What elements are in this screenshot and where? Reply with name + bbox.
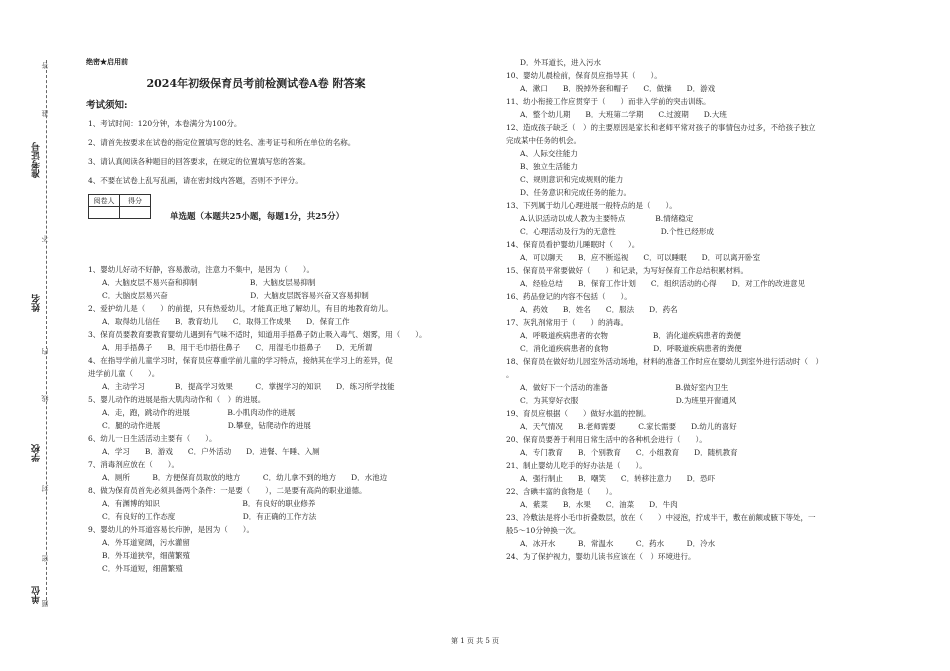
answer-options: A．大脑皮层不易兴奋和抑制 B．大脑皮层易抑制: [102, 278, 316, 287]
answer-options: A．取得幼儿信任 B．教育幼儿 C．取得工作成果 D．保育工作: [102, 317, 350, 326]
answer-options: B、独立生活能力: [520, 162, 579, 171]
question-text: 6、幼儿一日生活活动主要有（ ）。: [88, 434, 217, 443]
answer-options: A．漱口 B．脱掉外套和帽子 C．做操 D．游戏: [520, 84, 716, 93]
question-text: 1、婴幼儿好动不好静，容易激动，注意力不集中，是因为（ ）。: [88, 265, 315, 274]
answer-options: A.认识活动以成人教为主要特点 B.情绪稳定: [520, 214, 694, 223]
seal-mark: 封: [41, 485, 49, 492]
answer-options: C．外耳道短，细菌繁殖: [102, 564, 183, 573]
question-text: 8、做为保育员首先必须具备两个条件：一是要（ ），二是要有高尚的职业道德。: [88, 486, 367, 495]
score-cell[interactable]: [120, 207, 151, 219]
question-text: 18、保育员在做好幼儿园室外活动场地，材料的准备工作时应在婴幼儿到室外进行活动时（ ）: [506, 357, 824, 366]
answer-options: A．药效 B．姓名 C．服法 D．药名: [520, 305, 678, 314]
score-header: 得分: [120, 195, 151, 207]
question-text: 20、保育员要善于利用日常生活中的各种机会进行（ ）。: [506, 435, 707, 444]
answer-options: C．消化道疾病患者的食物 D．呼吸道疾病患者的粪便: [520, 344, 742, 353]
answer-options: A．呼吸道疾病患者的衣物 B．消化道疾病患者的粪便: [520, 331, 741, 340]
answer-options: C、规则意识和完成规则的能力: [520, 175, 624, 184]
question-text: 16、药品登记的内容不包括（ ）。: [506, 292, 632, 301]
question-column-right: [506, 56, 926, 563]
question-text: 12、造成孩子缺乏（ ）的主要原因是家长和老师平常对孩子的事情包办过多，不给孩子独立: [506, 123, 816, 132]
answer-options: A．强行制止 B．嘲笑 C．转移注意力 D．恐吓: [520, 474, 716, 483]
question-text: 5、婴儿动作的进展是指大肌肉动作和（ ）的进展。: [88, 395, 266, 404]
answer-options: A．可以聊天 B．应不断巡视 C．可以睡眠 D．可以离开卧室: [520, 253, 761, 262]
answer-options: A．天气情况 B.老师需要 C.家长需要 D.幼儿的喜好: [520, 422, 737, 431]
question-text: 10、婴幼儿晨检前，保育员应指导其（ ）。: [506, 71, 662, 80]
side-label-exam-number: 准考证号: [32, 142, 42, 178]
score-table: [88, 194, 151, 219]
answer-options: A．专门教育 B．个别教育 C．小组教育 D．随机教育: [520, 448, 738, 457]
side-label-name: 姓名: [32, 294, 42, 312]
section-title: 单选题（本题共25小题，每题1分，共25分）: [170, 212, 345, 222]
question-text: 般5～10分钟换一次。: [506, 526, 581, 535]
answer-options: A．用手捂鼻子 B．用干毛巾捂住鼻子 C．用湿毛巾捂鼻子 D．无所谓: [102, 343, 373, 352]
question-text: 。: [506, 370, 514, 379]
answer-options: A．有渊博的知识 B．有良好的职业修养: [102, 499, 316, 508]
question-text: 17、灰乳剂常用于（ ）的消毒。: [506, 318, 629, 327]
answer-options: C．心理活动及行为的无意性 D.个性已经形成: [520, 227, 714, 236]
question-text: 4、在指导学前儿童学习时，保育员应尊重学前儿童的学习特点，接纳其在学习上的差异，促: [88, 356, 393, 365]
answer-options: A．紫菜 B．水果 C．油菜 D．牛肉: [520, 500, 678, 509]
answer-options: A．厕所 B．方便保育员取放的地方 C．幼儿拿不到的地方 D．水池边: [102, 473, 388, 482]
grader-cell[interactable]: [89, 207, 120, 219]
note-item: 2、请首先按要求在试卷的指定位置填写您的姓名、准考证号和所在单位的名称。: [88, 138, 356, 147]
question-text: 15、保育员平常要做好（ ）和记录，为写好保育工作总结积累材料。: [506, 266, 749, 275]
question-text: 22、含碘丰富的食物是（ ）。: [506, 487, 617, 496]
side-label-unit: 单位: [32, 586, 42, 604]
grader-header: 阅卷人: [89, 195, 120, 207]
answer-options: A．冰开水 B．常温水 C．药水 D．冷水: [520, 539, 716, 548]
question-text: 2、爱护幼儿是（ ）的前提，只有热爱幼儿，才能真正地了解幼儿，有目的地教育幼儿。: [88, 304, 393, 313]
page-title: 2024年初级保育员考前检测试卷A卷 附答案: [146, 77, 366, 90]
question-text: 24、为了保护视力，婴幼儿读书应该在（ ）环境进行。: [506, 552, 696, 561]
answer-options: C．有良好的工作态度 D．有正确的工作方法: [102, 512, 317, 521]
page-footer: 第 1 页 共 5 页: [450, 637, 500, 645]
question-text: 13、下列属于幼儿心理进展一般特点的是（ ）。: [506, 201, 677, 210]
seal-mark: 答: [41, 62, 49, 69]
answer-options: A．走，跑，跳动作的进展 B.小肌肉动作的进展: [102, 408, 296, 417]
question-column-left: [88, 263, 498, 575]
seal-mark: 题: [41, 600, 49, 607]
answer-options: A、人际交往能力: [520, 149, 578, 158]
side-label-school: 学校: [32, 444, 42, 462]
answer-options: A．做好下一个活动的准备 B.做好室内卫生: [520, 383, 729, 392]
question-text: 7、消毒剂应放在（ ）。: [88, 460, 180, 469]
seal-mark: 不: [41, 235, 49, 242]
answer-options: C．大脑皮层易兴奋 D．大脑皮层既容易兴奋又容易抑制: [102, 291, 369, 300]
answer-options: A．主动学习 B．提高学习效果 C．掌握学习的知识 D．练习所学技能: [102, 382, 395, 391]
question-text: 14、保育员看护婴幼儿睡眠时（ ）。: [506, 240, 640, 249]
answer-options: A．经验总结 B．保育工作计划 C．组织活动的心得 D．对工作的改进意见: [520, 279, 806, 288]
answer-options: D、任务意识和完成任务的能力。: [520, 188, 632, 197]
question-text: 3、保育员要教育要教育婴幼儿遇到有气味不适时，知道用手捂鼻子防止吸入毒气、烟雾，用（ ）。: [88, 330, 427, 339]
answer-options: C．腿的动作进展 D.攀登，钻爬动作的进展: [102, 421, 311, 430]
question-text: 23、冷敷法是将小毛巾折叠数层，放在（ ）中浸泡，拧成半干，敷在前额或腋下等处，一: [506, 513, 816, 522]
seal-mark: 线: [41, 395, 49, 402]
answer-options: A．外耳道宽阔，污水灌留: [102, 538, 190, 547]
seal-line: [46, 60, 47, 605]
question-text: 11、幼小衔接工作应贯穿于（ ）而非入学前的突击训练。: [506, 97, 711, 106]
answer-options: A．学习 B．游戏 C．户外活动 D．进餐、午睡、入厕: [102, 447, 320, 456]
answer-options: B．外耳道狭窄，细菌繁殖: [102, 551, 191, 560]
note-item: 1、考试时间：120分钟，本卷满分为100分。: [88, 119, 242, 128]
note-item: 4、不要在试卷上乱写乱画，请在密封线内答题，否则不予评分。: [88, 176, 303, 185]
answer-options: A．整个幼儿期 B．大班第二学期 C.过渡期 D.大班: [520, 110, 727, 119]
question-text: 完成某中任务的机会。: [506, 136, 581, 145]
seal-mark: 准: [41, 110, 49, 117]
question-text: 21、制止婴幼儿吃手的好办法是（ ）。: [506, 461, 647, 470]
secret-label: 绝密★启用前: [86, 57, 128, 66]
note-item: 3、请认真阅读各种题目的回答要求，在规定的位置填写您的答案。: [88, 157, 311, 166]
question-text: 9、婴幼儿的外耳道容易长疖肿，是因为（ ）。: [88, 525, 255, 534]
question-text: 19、育员应根据（ ）做好水温的控制。: [506, 409, 651, 418]
notes-heading: 考试须知:: [86, 100, 128, 111]
answer-options: D．外耳道长，进入污水: [520, 58, 602, 67]
seal-mark: 内: [41, 348, 49, 355]
question-text: 进学前儿童（ ）。: [88, 369, 160, 378]
answer-options: C．为其穿好衣服 D.为班里开窗通风: [520, 396, 737, 405]
seal-mark: 密: [41, 555, 49, 562]
